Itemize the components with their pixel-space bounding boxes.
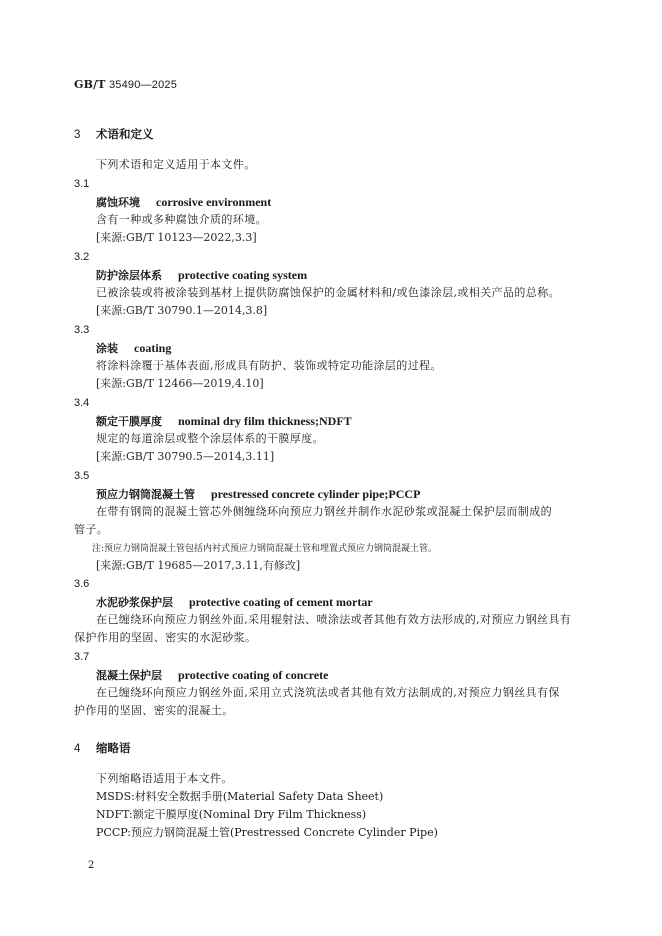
term-heading — [96, 412, 352, 431]
term-en: prestressed concrete cylinder pipe;PCCP — [211, 487, 421, 501]
term-source: [来源:GB/T 12466—2019,4.10] — [96, 377, 264, 390]
term-definition: 含有一种或多种腐蚀介质的环境。 — [96, 213, 267, 226]
term-note: 注:预应力钢筒混凝土管包括内衬式预应力钢筒混凝土管和埋置式预应力钢筒混凝土管。 — [92, 544, 438, 554]
term-cn: 预应力钢筒混凝土管 — [96, 488, 195, 501]
term-source: [来源:GB/T 19685—2017,3.11,有修改] — [96, 559, 301, 572]
term-en: corrosive environment — [156, 195, 272, 209]
term-heading — [96, 266, 307, 285]
term-definition: 已被涂装或将被涂装到基材上提供防腐蚀保护的金属材料和/或色漆涂层,或相关产品的总称。 — [96, 286, 560, 299]
term-source: [来源:GB/T 30790.1—2014,3.8] — [96, 304, 268, 317]
page-number: 2 — [88, 860, 95, 871]
term-cn: 混凝土保护层 — [96, 669, 162, 682]
term-en: coating — [134, 341, 172, 355]
standard-code-number: 35490—2025 — [108, 79, 178, 91]
section-title: 缩略语 — [96, 743, 131, 755]
section-3-heading — [74, 126, 154, 142]
term-heading — [96, 593, 373, 612]
term-source: [来源:GB/T 30790.5—2014,3.11] — [96, 450, 275, 463]
term-definition: 规定的每道涂层或整个涂层体系的干膜厚度。 — [96, 432, 324, 445]
abbreviation-item: PCCP:预应力钢筒混凝土管(Prestressed Concrete Cylinder Pipe) — [96, 826, 438, 839]
section-3-intro: 下列术语和定义适用于本文件。 — [96, 158, 256, 171]
term-source: [来源:GB/T 10123—2022,3.3] — [96, 231, 257, 244]
term-definition: 在带有钢筒的混凝土管芯外侧缠绕环向预应力钢丝并制作水泥砂浆或混凝土保护层而制成的 — [96, 505, 552, 518]
term-cn: 防护涂层体系 — [96, 269, 162, 282]
term-number: 3.2 — [74, 251, 90, 263]
term-cn: 额定干膜厚度 — [96, 415, 162, 428]
section-number: 3 — [74, 129, 81, 141]
term-en: protective coating of cement mortar — [189, 595, 373, 609]
term-definition: 将涂料涂覆于基体表面,形成具有防护、装饰或特定功能涂层的过程。 — [96, 359, 442, 372]
term-cn: 涂装 — [96, 342, 118, 355]
term-number: 3.1 — [74, 178, 90, 190]
term-heading — [96, 485, 420, 504]
term-definition: 在已缠绕环向预应力钢丝外面,采用辊射法、喷涂法或者其他有效方法形成的,对预应力钢丝具有 — [96, 613, 572, 626]
section-4-intro: 下列缩略语适用于本文件。 — [96, 772, 233, 785]
term-definition-cont: 护作用的坚固、密实的混凝土。 — [74, 704, 234, 717]
section-4-heading — [74, 740, 131, 756]
term-en: protective coating of concrete — [178, 668, 329, 682]
term-cn: 水泥砂浆保护层 — [96, 596, 173, 609]
term-cn: 腐蚀环境 — [96, 196, 140, 209]
term-definition-cont: 保护作用的坚固、密实的水泥砂浆。 — [74, 631, 257, 644]
term-en: nominal dry film thickness;NDFT — [178, 414, 352, 428]
term-definition-cont: 管子。 — [74, 523, 109, 536]
section-title: 术语和定义 — [96, 129, 154, 141]
term-number: 3.5 — [74, 470, 90, 482]
standard-code-header — [74, 78, 177, 91]
term-definition: 在已缠绕环向预应力钢丝外面,采用立式浇筑法或者其他有效方法制成的,对预应力钢丝具有保 — [96, 686, 560, 699]
term-number: 3.6 — [74, 578, 90, 590]
term-number: 3.7 — [74, 651, 90, 663]
term-heading — [96, 193, 271, 212]
abbreviation-item: MSDS:材料安全数据手册(Material Safety Data Sheet) — [96, 790, 384, 803]
term-en: protective coating system — [178, 268, 308, 282]
term-heading — [96, 666, 329, 685]
section-number: 4 — [74, 743, 81, 755]
term-heading — [96, 339, 171, 358]
standard-code-prefix: GB/T — [74, 78, 106, 91]
abbreviation-item: NDFT:额定干膜厚度(Nominal Dry Film Thickness) — [96, 808, 367, 821]
term-number: 3.3 — [74, 324, 90, 336]
term-number: 3.4 — [74, 397, 90, 409]
